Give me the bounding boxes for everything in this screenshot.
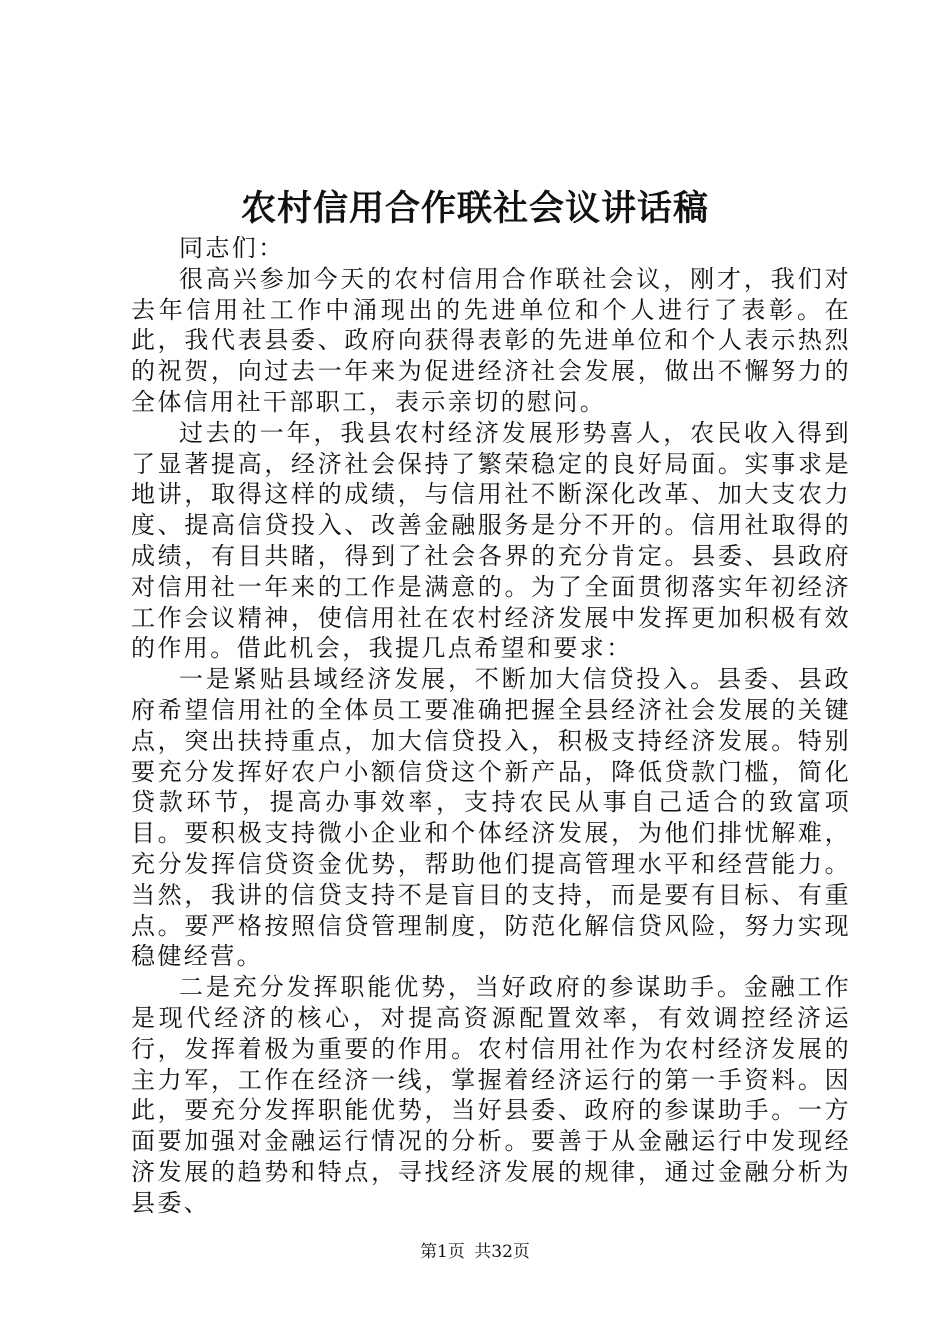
document-body <box>131 233 851 1219</box>
paragraph-3: 一是紧贴县域经济发展，不断加大信贷投入。县委、县政府希望信用社的全体员工要准确把握全县经济社会发展的关键点，突出扶持重点，加大信贷投入，积极支持经济发展。特别要充分发挥好农户小额信贷这个新产品，降低贷款门槛，简化贷款环节，提高办事效率，支持农民从事自己适合的致富项目。要积极支持微小企业和个体经济发展，为他们排忧解难，充分发挥信贷资金优势，帮助他们提高管理水平和经营能力。当然，我讲的信贷支持不是盲目的支持，而是要有目标、有重点。要严格按照信贷管理制度，防范化解信贷风险，努力实现稳健经营。 <box>131 665 851 971</box>
paragraph-1: 很高兴参加今天的农村信用合作联社会议，刚才，我们对去年信用社工作中涌现出的先进单位和个人进行了表彰。在此，我代表县委、政府向获得表彰的先进单位和个人表示热烈的祝贺，向过去一年来为促进经济社会发展，做出不懈努力的全体信用社干部职工，表示亲切的慰问。 <box>131 264 851 416</box>
document-title: 农村信用合作联社会议讲话稿 <box>240 189 709 229</box>
paragraph-2: 过去的一年，我县农村经济发展形势喜人，农民收入得到了显著提高，经济社会保持了繁荣稳定的良好局面。实事求是地讲，取得这样的成绩，与信用社不断深化改革、加大支农力度、提高信贷投入、改善金融服务是分不开的。信用社取得的成绩，有目共睹，得到了社会各界的充分肯定。县委、县政府对信用社一年来的工作是满意的。为了全面贯彻落实年初经济工作会议精神，使信用社在农村经济发展中发挥更加积极有效的作用。借此机会，我提几点希望和要求： <box>131 418 851 663</box>
salutation: 同志们： <box>179 234 285 262</box>
page-number-footer: 第1页 共32页 <box>420 1242 530 1262</box>
paragraph-4: 二是充分发挥职能优势，当好政府的参谋助手。金融工作是现代经济的核心，对提高资源配置效率，有效调控经济运行，发挥着极为重要的作用。农村信用社作为农村经济发展的主力军，工作在经济一线，掌握着经济运行的第一手资料。因此，要充分发挥职能优势，当好县委、政府的参谋助手。一方面要加强对金融运行情况的分析。要善于从金融运行中发现经济发展的趋势和特点，寻找经济发展的规律，通过金融分析为县委、 <box>131 973 851 1217</box>
